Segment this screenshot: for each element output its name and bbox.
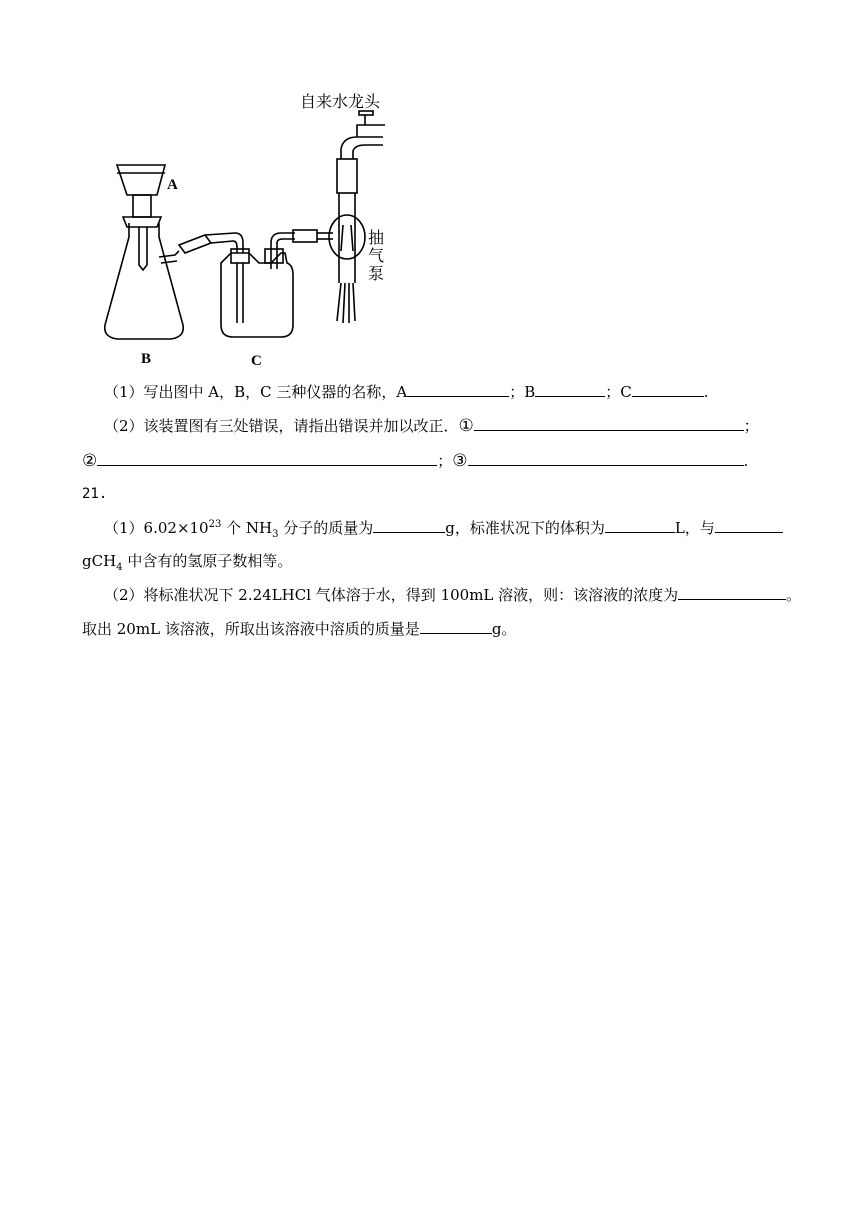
concentration-blank[interactable]	[678, 585, 786, 600]
label-b: B	[141, 351, 152, 367]
pump-label-3: 泵	[368, 264, 385, 283]
error-blank-2[interactable]	[97, 451, 437, 466]
solute-mass-blank[interactable]	[420, 619, 492, 634]
volume-blank[interactable]	[605, 518, 675, 533]
q21-part1-cont: gCH$_4$ 中含有的氢原子数相等。	[82, 552, 293, 573]
q21-part1: $(1)6.02\times 10^{23}$ 个 $NH_3$ 分子的质量为 g，标准状况下的体积为 L，与	[104, 518, 783, 538]
faucet-label: 自来水龙头	[300, 92, 381, 111]
pump-label-2: 气	[368, 246, 385, 265]
suction-flask	[105, 223, 184, 339]
pump-label-1: 抽	[368, 228, 385, 247]
label-c: C	[251, 353, 262, 369]
buchner-funnel	[117, 165, 165, 195]
error-blank-3[interactable]	[468, 451, 744, 466]
answer-blank-a[interactable]	[407, 382, 509, 397]
q20-part1: （1）写出图中 A，B，C 三种仪器的名称，A ；B ；C .	[104, 383, 709, 401]
safety-bottle	[221, 253, 293, 337]
answer-blank-b[interactable]	[535, 382, 605, 397]
q21-part2-cont: 取出 20mL 该溶液，所取出该溶液中溶质的质量是 g。	[82, 620, 517, 638]
answer-blank-c[interactable]	[632, 382, 704, 397]
q21-number: 21.	[82, 486, 108, 502]
error-blank-1[interactable]	[474, 416, 744, 431]
mass-blank[interactable]	[373, 518, 445, 533]
q21-part2: （2）将标准状况下 2.24LHCl 气体溶于水，得到 100mL 溶液，则：该溶液的浓度为 。	[104, 586, 802, 604]
aspirator-pump	[329, 215, 365, 259]
label-a: A	[167, 177, 178, 193]
q20-part2-cont: ② ；③ .	[82, 451, 749, 471]
q20-part2: （2）该装置图有三处错误，请指出错误并加以改正．① ；	[104, 416, 759, 436]
apparatus-diagram	[95, 85, 395, 370]
ch4-mass-blank[interactable]	[715, 518, 783, 533]
